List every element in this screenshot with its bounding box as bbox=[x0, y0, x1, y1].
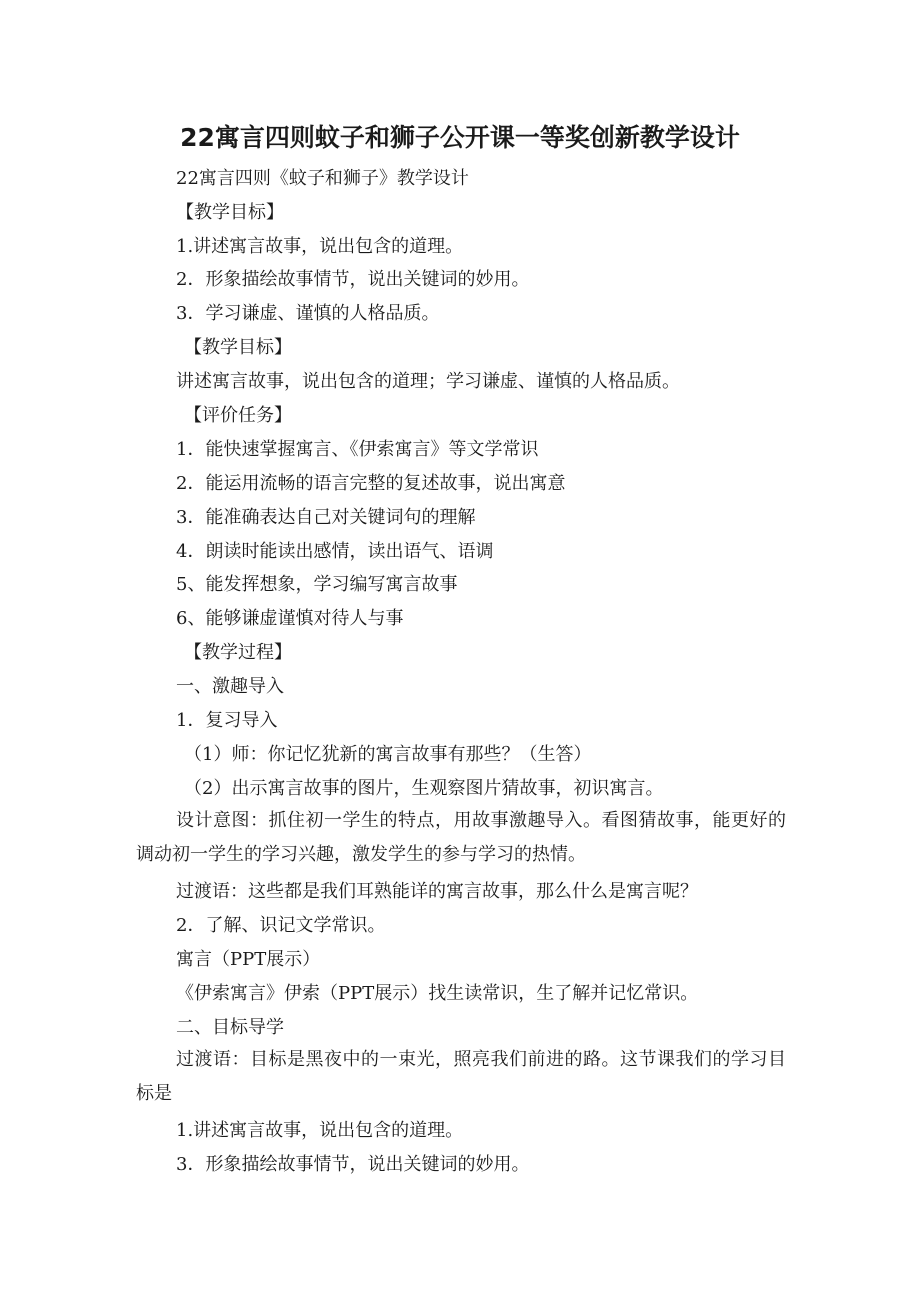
section-heading-objectives: 【教学目标】 bbox=[176, 202, 284, 223]
section-heading-process: 【教学过程】 bbox=[184, 642, 292, 663]
assessment-item-2: 2．能运用流畅的语言完整的复述故事，说出寓意 bbox=[176, 473, 566, 494]
aesop-line: 《伊索寓言》伊索（PPT展示）找生读常识，生了解并记忆常识。 bbox=[176, 983, 699, 1004]
assessment-item-3: 3．能准确表达自己对关键词句的理解 bbox=[176, 507, 476, 528]
objective-item-2: 2．形象描绘故事情节，说出关键词的妙用。 bbox=[176, 269, 530, 290]
process-step-2: 二、目标导学 bbox=[176, 1017, 284, 1038]
design-intent-paragraph: 设计意图：抓住初一学生的特点，用故事激趣导入。看图猜故事，能更好的调动初一学生的学习兴趣，激发学生的参与学习的热情。 bbox=[136, 810, 786, 865]
objective-summary: 讲述寓言故事，说出包含的道理；学习谦虚、谨慎的人格品质。 bbox=[176, 371, 680, 392]
objective-item-1: 1.讲述寓言故事，说出包含的道理。 bbox=[176, 236, 464, 257]
goal-item-3: 3．形象描绘故事情节，说出关键词的妙用。 bbox=[176, 1154, 530, 1175]
process-item-1: （1）师：你记忆犹新的寓言故事有那些？（生答） bbox=[184, 744, 592, 765]
assessment-item-4: 4．朗读时能读出感情，读出语气、语调 bbox=[176, 541, 494, 562]
process-substep-2: 2．了解、识记文学常识。 bbox=[176, 915, 386, 936]
transition-paragraph-1: 过渡语：这些都是我们耳熟能详的寓言故事，那么什么是寓言呢？ bbox=[176, 881, 698, 902]
process-item-2: （2）出示寓言故事的图片，生观察图片猜故事，初识寓言。 bbox=[184, 778, 664, 799]
assessment-item-6: 6、能够谦虚谨慎对待人与事 bbox=[176, 608, 404, 629]
transition-paragraph-2: 过渡语：目标是黑夜中的一束光，照亮我们前进的路。这节课我们的学习目标是 bbox=[136, 1049, 786, 1104]
assessment-item-5: 5、能发挥想象，学习编写寓言故事 bbox=[176, 574, 458, 595]
goal-item-1: 1.讲述寓言故事，说出包含的道理。 bbox=[176, 1120, 464, 1141]
fable-definition-line: 寓言（PPT展示） bbox=[176, 949, 321, 970]
document-title: 22寓言四则蚊子和狮子公开课一等奖创新教学设计 bbox=[180, 123, 740, 152]
process-substep-1: 1．复习导入 bbox=[176, 710, 278, 731]
assessment-item-1: 1．能快速掌握寓言、《伊索寓言》等文学常识 bbox=[176, 439, 539, 460]
section-heading-objectives-2: 【教学目标】 bbox=[184, 337, 292, 358]
section-heading-assessment: 【评价任务】 bbox=[184, 405, 292, 426]
subtitle-line: 22寓言四则《蚊子和狮子》教学设计 bbox=[176, 168, 469, 189]
process-step-1: 一、激趣导入 bbox=[176, 676, 284, 697]
objective-item-3: 3．学习谦虚、谨慎的人格品质。 bbox=[176, 303, 440, 324]
